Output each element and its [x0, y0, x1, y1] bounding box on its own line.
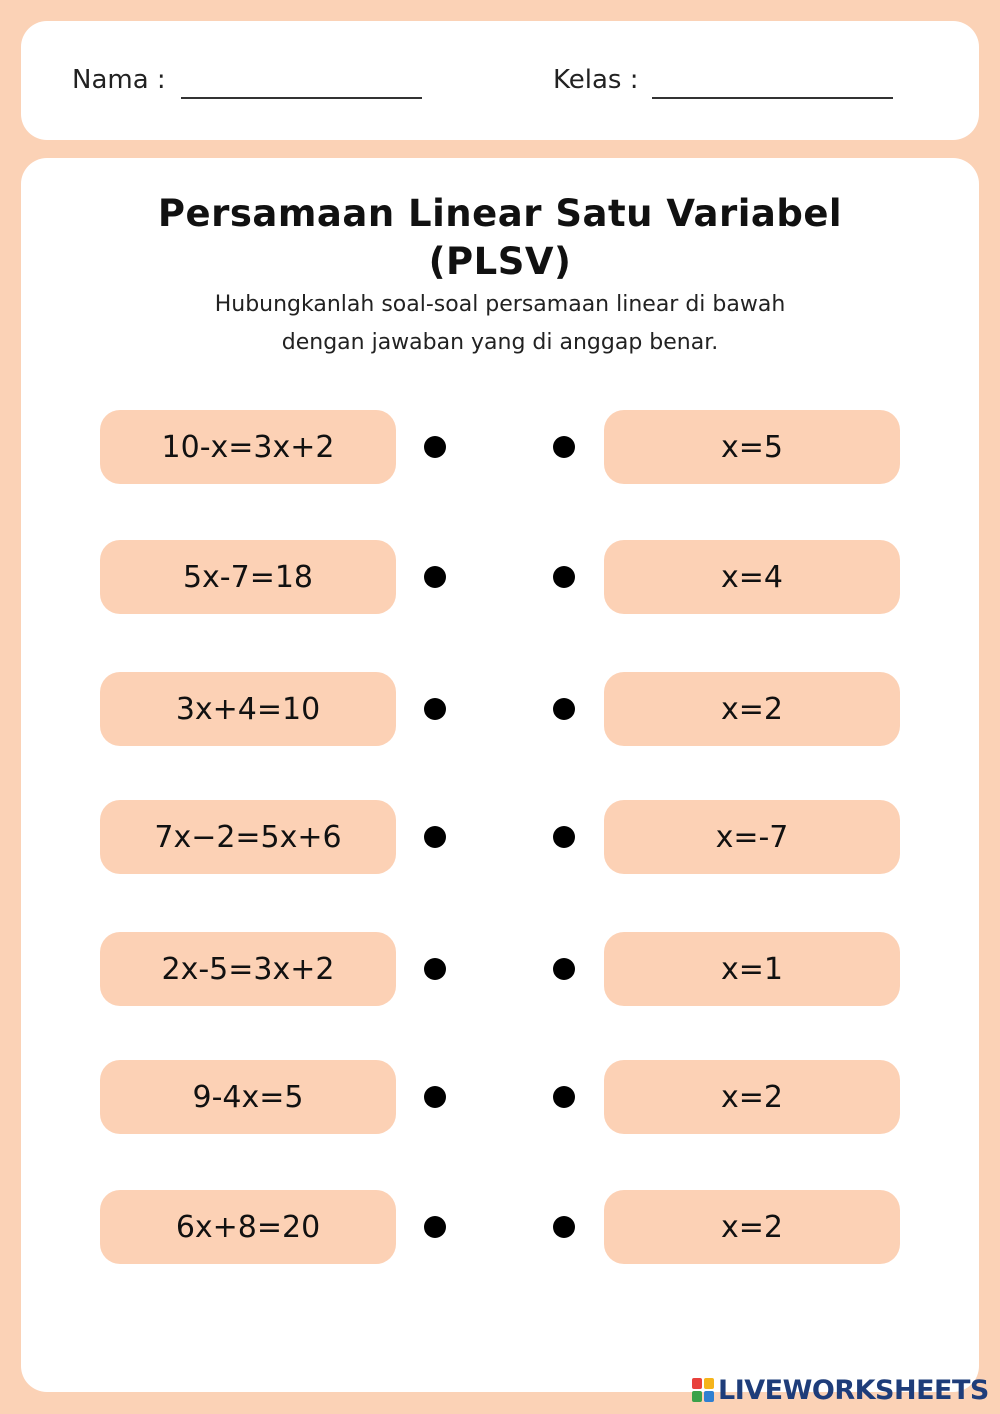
liveworksheets-wordmark: LIVEWORKSHEETS — [718, 1374, 989, 1406]
answer-dot[interactable] — [553, 566, 575, 588]
answer-dot[interactable] — [553, 436, 575, 458]
answer-card: x=2 — [604, 1060, 900, 1134]
class-field[interactable] — [652, 97, 893, 99]
answer-card: x=2 — [604, 672, 900, 746]
instruction-line-1: Hubungkanlah soal-soal persamaan linear di bawah — [214, 292, 786, 317]
liveworksheets-logo — [692, 1374, 989, 1406]
answer-dot[interactable] — [553, 1216, 575, 1238]
question-dot[interactable] — [424, 1086, 446, 1108]
answer-card: x=1 — [604, 932, 900, 1006]
answer-dot[interactable] — [553, 826, 575, 848]
question-dot[interactable] — [424, 436, 446, 458]
title-line-2: (PLSV) — [428, 240, 572, 283]
logo-square-yellow — [704, 1378, 714, 1389]
class-label: Kelas : — [553, 65, 639, 95]
answer-dot[interactable] — [553, 958, 575, 980]
logo-square-green — [692, 1391, 702, 1402]
worksheet-title — [0, 190, 1000, 286]
title-line-1: Persamaan Linear Satu Variabel — [157, 192, 843, 235]
answer-dot[interactable] — [553, 1086, 575, 1108]
question-dot[interactable] — [424, 958, 446, 980]
name-label: Nama : — [72, 65, 166, 95]
logo-square-red — [692, 1378, 702, 1389]
answer-card: x=5 — [604, 410, 900, 484]
answer-card: x=4 — [604, 540, 900, 614]
answer-dot[interactable] — [553, 698, 575, 720]
instruction-line-2: dengan jawaban yang di anggap benar. — [281, 330, 719, 355]
question-dot[interactable] — [424, 1216, 446, 1238]
logo-square-blue — [704, 1391, 714, 1402]
question-dot[interactable] — [424, 826, 446, 848]
question-dot[interactable] — [424, 698, 446, 720]
question-card: 2x-5=3x+2 — [100, 932, 396, 1006]
name-field[interactable] — [181, 97, 422, 99]
answer-card: x=2 — [604, 1190, 900, 1264]
question-card: 7x−2=5x+6 — [100, 800, 396, 874]
question-card: 3x+4=10 — [100, 672, 396, 746]
answer-card: x=-7 — [604, 800, 900, 874]
question-card: 10-x=3x+2 — [100, 410, 396, 484]
question-card: 9-4x=5 — [100, 1060, 396, 1134]
question-card: 6x+8=20 — [100, 1190, 396, 1264]
question-dot[interactable] — [424, 566, 446, 588]
liveworksheets-icon — [692, 1378, 714, 1402]
question-card: 5x-7=18 — [100, 540, 396, 614]
instruction — [0, 286, 1000, 362]
